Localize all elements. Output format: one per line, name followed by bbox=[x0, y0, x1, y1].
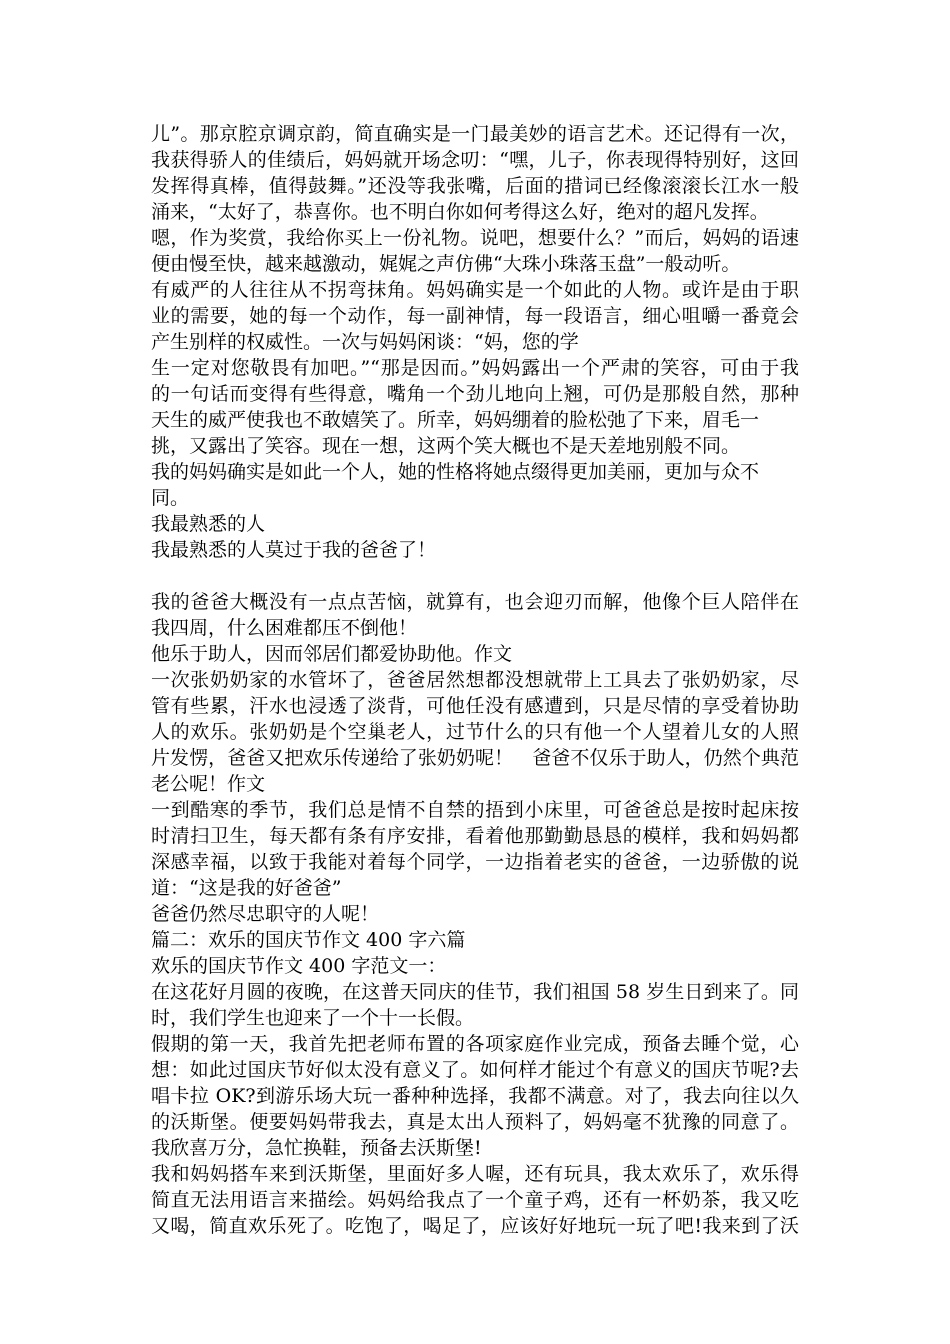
text-line: 儿”。那京腔京调京韵，简直确实是一门最美妙的语言艺术。还记得有一次， bbox=[151, 123, 799, 145]
text-line: 业的需要，她的每一个动作，每一副神情，每一段语言，细心咀嚼一番竟会 bbox=[151, 305, 799, 327]
text-line: 唱卡拉 OK?到游乐场大玩一番种种选择，我都不满意。对了，我去向往以久 bbox=[151, 1085, 799, 1107]
text-line: 篇二：欢乐的国庆节作文 400 字六篇 bbox=[151, 929, 466, 951]
text-line: 爸爸仍然尽忠职守的人呢！ bbox=[151, 903, 380, 925]
text-line: 有威严的人往往从不拐弯抹角。妈妈确实是一个如此的人物。或许是由于职 bbox=[151, 279, 799, 301]
text-line: 时清扫卫生，每天都有条有序安排，看着他那勤勤恳恳的模样，我和妈妈都 bbox=[151, 825, 799, 847]
text-line: 他乐于助人，因而邻居们都爱协助他。作文 bbox=[151, 643, 513, 665]
text-line: 挑，又露出了笑容。现在一想，这两个笑大概也不是天差地别般不同。 bbox=[151, 435, 741, 457]
text-line: 管有些累，汗水也浸透了淡背，可他任没有感遭到，只是尽情的享受着协助 bbox=[151, 695, 799, 717]
text-line: 便由慢至快，越来越激动，娓娓之声仿佛“大珠小珠落玉盘”一般动听。 bbox=[151, 253, 741, 275]
text-line: 在这花好月圆的夜晚，在这普天同庆的佳节，我们祖国 58 岁生日到来了。同 bbox=[151, 981, 799, 1003]
text-line: 想：如此过国庆节好似太没有意义了。如何样才能过个有意义的国庆节呢?去 bbox=[151, 1059, 799, 1081]
text-line: 涌来，“太好了，恭喜你。也不明白你如何考得这么好，绝对的超凡发挥。 bbox=[151, 201, 769, 223]
text-line: 我欣喜万分，急忙换鞋，预备去沃斯堡! bbox=[151, 1137, 482, 1159]
text-line: 简直无法用语言来描绘。妈妈给我点了一个童子鸡，还有一杯奶茶，我又吃 bbox=[151, 1189, 799, 1211]
text-line: 我最熟悉的人莫过于我的爸爸了！ bbox=[151, 539, 437, 561]
text-line: 道：“这是我的好爸爸” bbox=[151, 877, 342, 899]
text-line: 深感幸福，以致于我能对着每个同学，一边指着老实的爸爸，一边骄傲的说 bbox=[151, 851, 799, 873]
text-line: 我的妈妈确实是如此一个人，她的性格将她点缀得更加美丽，更加与众不 bbox=[151, 461, 760, 483]
text-line: 的沃斯堡。便要妈妈带我去，真是太出人预料了，妈妈毫不犹豫的同意了。 bbox=[151, 1111, 799, 1133]
text-line: 嗯，作为奖赏，我给你买上一份礼物。说吧，想要什么？”而后，妈妈的语速 bbox=[151, 227, 799, 249]
text-line: 我获得骄人的佳绩后，妈妈就开场念叨：“嘿，儿子，你表现得特别好，这回 bbox=[151, 149, 799, 171]
text-line: 的一句话而变得有些得意，嘴角一个劲儿地向上翘，可仍是那般自然，那种 bbox=[151, 383, 799, 405]
text-line: 生一定对您敬畏有加吧。”“那是因而。”妈妈露出一个严肃的笑容，可由于我 bbox=[151, 357, 799, 379]
text-line: 我最熟悉的人 bbox=[151, 513, 266, 535]
document-body bbox=[151, 121, 799, 1239]
blank-line bbox=[151, 563, 799, 589]
text-line: 同。 bbox=[151, 487, 190, 509]
text-line: 片发愣，爸爸又把欢乐传递给了张奶奶呢！ 爸爸不仅乐于助人，仍然个典范 bbox=[151, 747, 799, 769]
text-line: 我四周，什么困难都压不倒他！ bbox=[151, 617, 418, 639]
text-line: 天生的威严使我也不敢嬉笑了。所幸，妈妈绷着的脸松弛了下来，眉毛一 bbox=[151, 409, 760, 431]
text-line: 我的爸爸大概没有一点点苦恼，就算有，也会迎刃而解，他像个巨人陪伴在 bbox=[151, 591, 799, 613]
text-line: 一次张奶奶家的水管坏了，爸爸居然想都没想就带上工具去了张奶奶家，尽 bbox=[151, 669, 799, 691]
text-line: 时，我们学生也迎来了一个十一长假。 bbox=[151, 1007, 475, 1029]
text-line: 我和妈妈搭车来到沃斯堡，里面好多人喔，还有玩具，我太欢乐了，欢乐得 bbox=[151, 1163, 799, 1185]
text-line: 发挥得真棒，值得鼓舞。”还没等我张嘴，后面的措词已经像滚滚长江水一般 bbox=[151, 175, 799, 197]
text-line: 又喝，简直欢乐死了。吃饱了，喝足了，应该好好地玩一玩了吧!我来到了沃 bbox=[151, 1215, 799, 1237]
text-line: 产生别样的权威性。一次与妈妈闲谈：“妈，您的学 bbox=[151, 331, 579, 353]
text-line: 老公呢！作文 bbox=[151, 773, 266, 795]
text-line: 假期的第一天，我首先把老师布置的各项家庭作业完成，预备去睡个觉，心 bbox=[151, 1033, 799, 1055]
text-line: 人的欢乐。张奶奶是个空巢老人，过节什么的只有他一个人望着儿女的人照 bbox=[151, 721, 799, 743]
text-line: 欢乐的国庆节作文 400 字范文一： bbox=[151, 955, 447, 977]
text-line: 一到酷寒的季节，我们总是情不自禁的捂到小床里，可爸爸总是按时起床按 bbox=[151, 799, 799, 821]
